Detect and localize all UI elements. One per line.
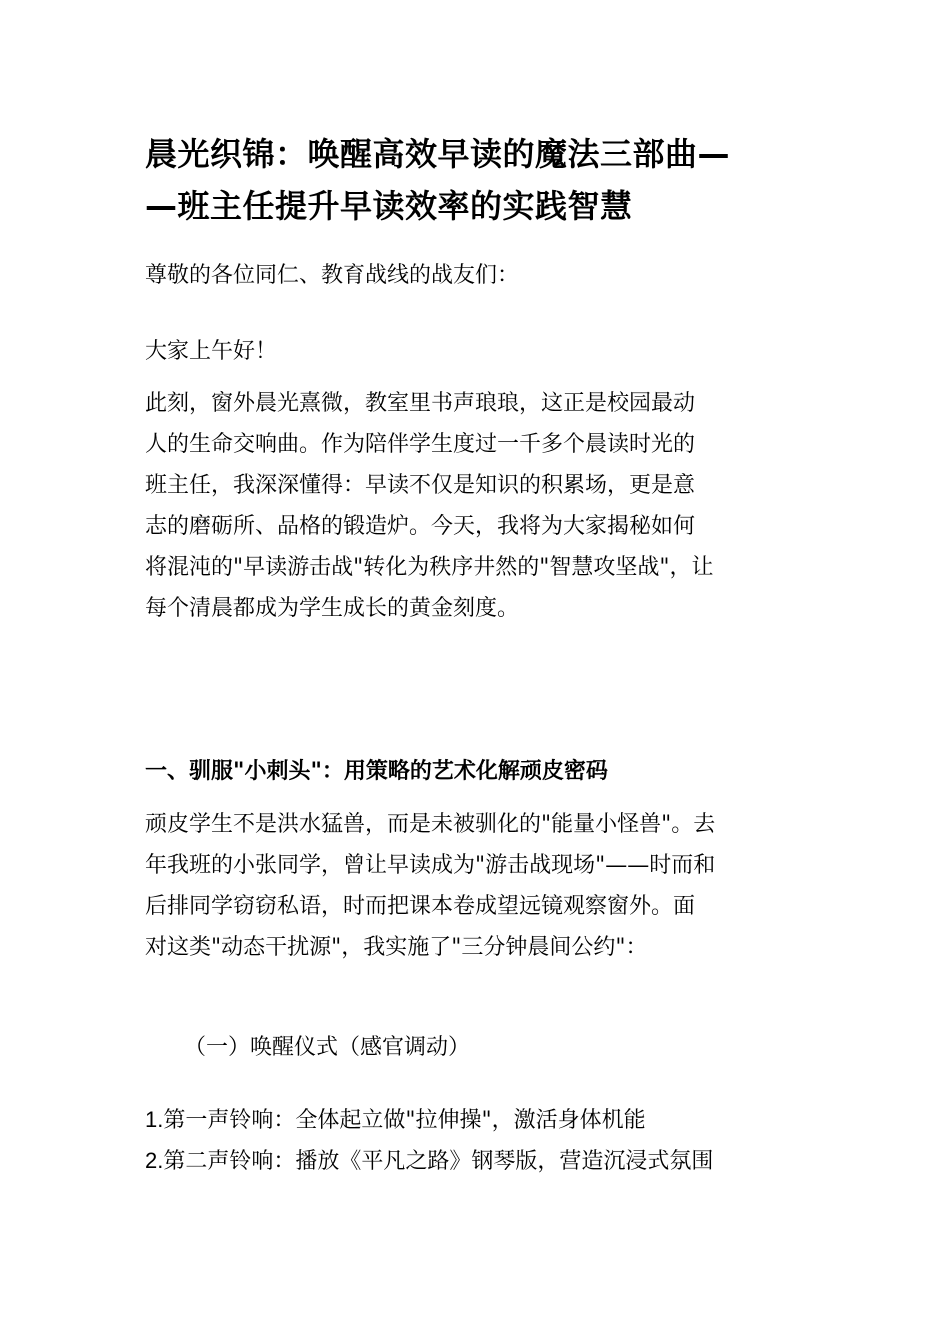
section-paragraph — [145, 804, 815, 968]
salutation: 尊敬的各位同仁、教育战线的战友们： — [145, 263, 520, 288]
list-item-text: 第一声铃响：全体起立做"拉伸操"，激活身体机能 — [163, 1108, 646, 1133]
paragraph-line: 后排同学窃窃私语，时而把课本卷成望远镜观察窗外。面 — [145, 894, 696, 919]
paragraph-line: 对这类"动态干扰源"，我实施了"三分钟晨间公约"： — [145, 935, 648, 960]
title-line: 晨光织锦：唤醒高效早读的魔法三部曲— — [145, 135, 731, 173]
greeting: 大家上午好！ — [145, 339, 278, 364]
paragraph-line: 每个清晨都成为学生成长的黄金刻度。 — [145, 596, 520, 621]
title-line: —班主任提升早读效率的实践智慧 — [145, 187, 633, 225]
paragraph-line: 顽皮学生不是洪水猛兽，而是未被驯化的"能量小怪兽"。去 — [145, 812, 716, 837]
list-item — [145, 1141, 713, 1182]
intro-paragraph — [145, 383, 815, 629]
paragraph-line: 班主任，我深深懂得：早读不仅是知识的积累场，更是意 — [145, 473, 696, 498]
list-item-text: 第二声铃响：播放《平凡之路》钢琴版，营造沉浸式氛围 — [163, 1149, 714, 1174]
list-item — [145, 1100, 713, 1141]
document-title — [145, 128, 815, 232]
paragraph-line: 将混沌的"早读游击战"转化为秩序井然的"智慧攻坚战"，让 — [145, 555, 714, 580]
numbered-list — [145, 1100, 713, 1182]
paragraph-line: 人的生命交响曲。作为陪伴学生度过一千多个晨读时光的 — [145, 432, 696, 457]
list-item-number: 2. — [145, 1148, 164, 1173]
paragraph-line: 此刻，窗外晨光熹微，教室里书声琅琅，这正是校园最动 — [145, 391, 696, 416]
subsection-heading: （一）唤醒仪式（感官调动） — [184, 1035, 471, 1060]
section-heading: 一、驯服"小刺头"：用策略的艺术化解顽皮密码 — [145, 759, 608, 784]
list-item-number: 1. — [145, 1107, 164, 1132]
paragraph-line: 年我班的小张同学，曾让早读成为"游击战现场"——时而和 — [145, 853, 716, 878]
paragraph-line: 志的磨砺所、品格的锻造炉。今天，我将为大家揭秘如何 — [145, 514, 696, 539]
